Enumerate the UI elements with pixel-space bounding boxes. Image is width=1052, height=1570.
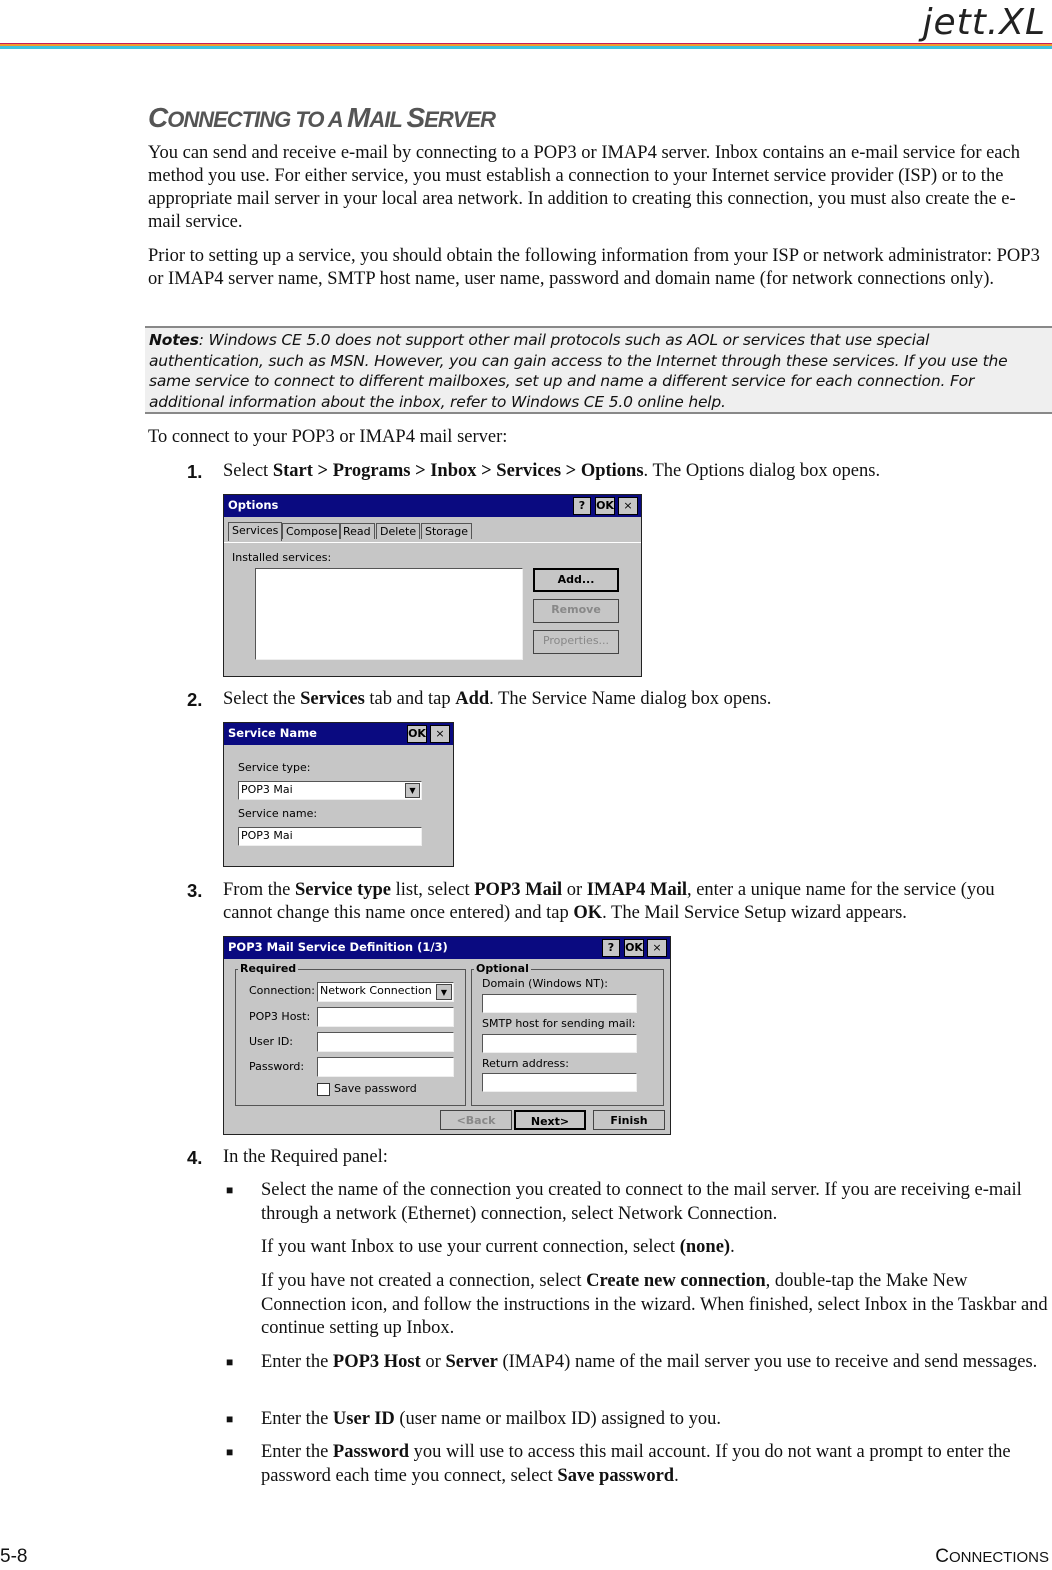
installed-services-list[interactable] [255,568,523,660]
lead-text: To connect to your POP3 or IMAP4 mail server: [148,427,508,447]
ok-button[interactable]: OK [407,725,427,743]
service-type-label: Service type: [238,761,311,774]
intro-paragraph: Prior to setting up a service, you should obtain the following information from your ISP or network administrator: POP3 or IMAP4 server name, SMTP host name, user name, password and domain name (for network connections only). [148,246,1040,289]
step-1: 1. Select Start > Programs > Inbox > Services > Options. The Options dialog box opens. [187,461,881,482]
password-label: Password: [249,1060,305,1073]
tab-read[interactable]: Read [339,523,375,539]
intro-paragraph: You can send and receive e-mail by connecting to a POP3 or IMAP4 server. Inbox contains an e-mail service for each method you use. For either service, you must establish a connection to your Internet service provider (ISP) or to the appropriate mail server in your local area network. In addition to creating this connection, you must also create the e-mail service. [148,143,1020,232]
bullet-subparagraph: If you have not created a connection, select Create new connection, double-tap the Make New Connection icon, and follow the instructions in the wizard. When finished, select Inbox in the Taskbar and continue setting up Inbox. [261,1271,1048,1338]
service-name-input[interactable]: POP3 Mai [238,827,422,846]
dialog-title: Service Name [228,726,317,740]
chevron-down-icon[interactable]: ▼ [405,783,420,798]
help-button[interactable]: ? [602,939,620,957]
tab-delete[interactable]: Delete [376,523,420,539]
jett-xl-logo: jett.XL [922,2,1046,43]
help-button[interactable]: ? [573,497,591,515]
domain-label: Domain (Windows NT): [482,977,609,990]
pop3-host-label: POP3 Host: [249,1010,311,1023]
remove-button[interactable]: Remove [533,599,619,623]
pop3-host-input[interactable] [317,1007,454,1027]
chevron-down-icon[interactable]: ▼ [436,984,452,1000]
save-password-checkbox[interactable] [317,1083,330,1096]
service-name-dialog [223,722,454,867]
password-input[interactable] [317,1057,454,1077]
service-name-label: Service name: [238,807,318,820]
installed-services-label: Installed services: [232,551,332,564]
close-icon[interactable]: × [618,497,638,515]
page-number: 5-8 [0,1546,28,1567]
domain-input[interactable] [482,994,637,1013]
dialog-title: POP3 Mail Service Definition (1/3) [228,940,448,954]
bullet-item: ■ Select the name of the connection you created to connect to the mail server. If you are receiving e-mail through a network (Ethernet) connection, select Network Connection. [226,1180,1022,1224]
tab-compose[interactable]: Compose [282,523,341,539]
note-box: Notes: Windows CE 5.0 does not support other mail protocols such as AOL or services that use special authentication, such as MSN. However, you can gain access to the Internet through these services. If you use the same service to connect to different mailboxes, set up and name a different service for each connection. For additional information about the inbox, refer to Windows CE 5.0 online help. [145,326,1052,414]
page-title: CONNECTING TO A MAIL SERVER [148,102,495,133]
finish-button[interactable]: Finish [593,1110,665,1130]
next-button[interactable]: Next> [514,1110,586,1130]
bullet-item: ■ Enter the User ID (user name or mailbox ID) assigned to you. [226,1409,722,1429]
add-button[interactable]: Add... [533,568,619,592]
section-name: CONNECTIONS [935,1546,1049,1567]
ok-button[interactable]: OK [595,497,615,515]
return-address-input[interactable] [482,1073,637,1092]
header-stripes [0,43,1052,49]
tab-storage[interactable]: Storage [421,523,472,539]
step-4: 4. In the Required panel: [187,1147,388,1168]
optional-group: Optional Domain (Windows NT): SMTP host for sending mail: Return address: [471,969,664,1106]
close-icon[interactable]: × [430,725,450,743]
service-type-select[interactable]: POP3 Mai ▼ [238,781,422,800]
ok-button[interactable]: OK [624,939,644,957]
properties-button[interactable]: Properties... [533,630,619,654]
return-address-label: Return address: [482,1057,569,1070]
connection-select[interactable]: Network Connection ▼ [317,982,454,1002]
bullet-item: ■ Enter the Password you will use to access this mail account. If you do not want a prompt to enter the password each time you connect, select Save password. [226,1442,1011,1486]
required-group: Required Connection: Network Connection ▼ POP3 Host: User ID: Password: Save password [235,969,466,1106]
back-button[interactable]: <Back [440,1110,512,1130]
options-dialog [223,494,642,677]
close-icon[interactable]: × [647,939,667,957]
step-2: 2. Select the Services tab and tap Add. The Service Name dialog box opens. [187,689,772,710]
connection-label: Connection: [249,984,315,997]
step-3: 3. From the Service type list, select POP3 Mail or IMAP4 Mail, enter a unique name for the service (you cannot change this name once entered) and tap OK. The Mail Service Setup wizard appears. [187,880,995,923]
tab-services[interactable]: Services [228,522,282,541]
user-id-input[interactable] [317,1032,454,1052]
save-password-label[interactable]: Save password [334,1082,417,1095]
smtp-host-label: SMTP host for sending mail: [482,1017,636,1030]
smtp-host-input[interactable] [482,1034,637,1053]
bullet-item: ■ Enter the POP3 Host or Server (IMAP4) name of the mail server you use to receive and send messages. [226,1352,1038,1372]
pop3-service-dialog [223,936,671,1135]
dialog-title: Options [228,498,279,512]
bullet-subparagraph: If you want Inbox to use your current connection, select (none). [261,1237,735,1257]
user-id-label: User ID: [249,1035,293,1048]
